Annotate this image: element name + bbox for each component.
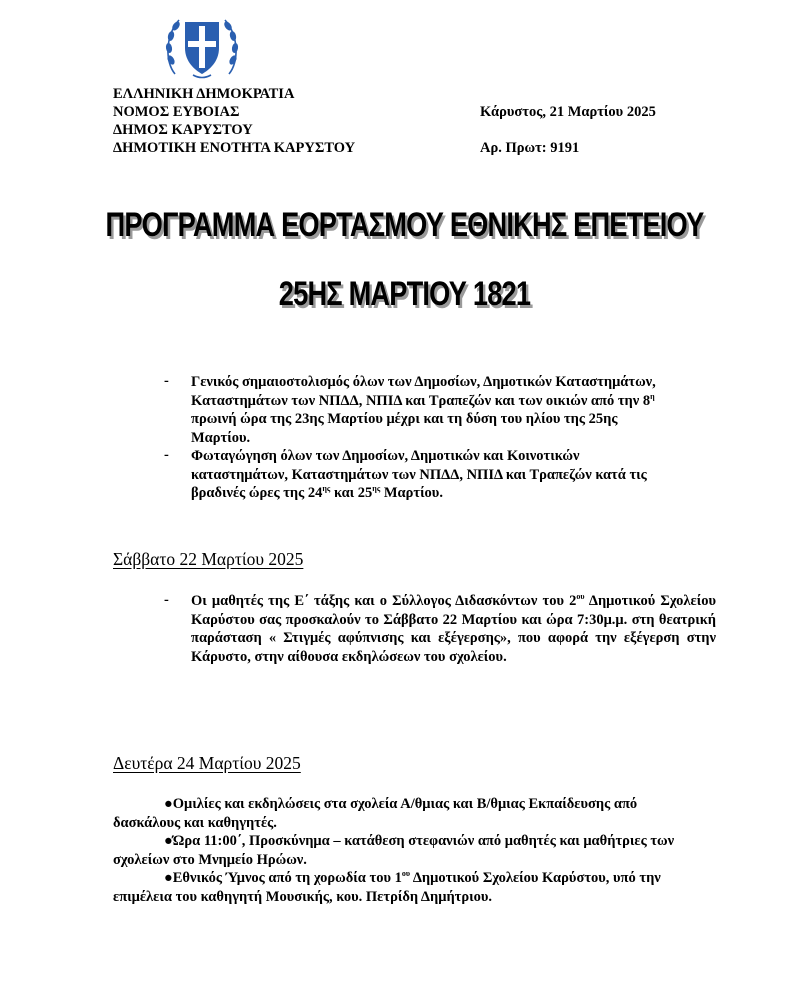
intro-item-lighting: Φωταγώγηση όλων των Δημοσίων, Δημοτικών και Κοινοτικών καταστημάτων, Καταστημάτων των ΝΠΔΔ, ΝΠΙΔ και Τραπεζών κατά τις βραδινές ώρες της $24^{\eta\varsigma}$ και $25^{\eta\varsigma}$ Μαρτίου. (191, 448, 647, 501)
header-prefecture: ΝΟΜΟΣ ΕΥΒΟΙΑΣ (113, 104, 240, 120)
coat-of-arms-icon (163, 14, 241, 80)
header-unit: ΔΗΜΟΤΙΚΗ ΕΝΟΤΗΤΑ ΚΑΡΥΣΤΟΥ (113, 140, 356, 156)
page-title-line-2: 25ΗΣ ΜΑΡΤΙΟΥ 1821 (278, 275, 531, 313)
page-title-line-1: ΠΡΟΓΡΑΜΜΑ ΕΟΡΤΑΣΜΟΥ ΕΘΝΙΚΗΣ ΕΠΕΤΕΙΟΥ (105, 206, 704, 244)
header-country: ΕΛΛΗΝΙΚΗ ΔΗΜΟΚΡΑΤΙΑ (113, 86, 295, 102)
monday-item-wreaths: ●Ώρα 11:00΄, Προσκύνημα – κατάθεση στεφανιών από μαθητές και μαθήτριες των σχολείων στο Μνημείο Ηρώων. (113, 833, 675, 868)
header-protocol: Αρ. Πρωτ: 9191 (480, 140, 580, 156)
saturday-event-text: Οι μαθητές της Ε΄ τάξης και ο Σύλλογος Διδασκόντων του $2^{o\upsilon}$ Δημοτικού Σχολείου Καρύστου σας προσκαλούν το Σάββατο 22 Μαρτίου και ώρα 7:30μ.μ. στη θεατρική παράσταση « Στιγμές αφύπνισης και εξέγερσης», που αφορά την εξέγερση στην Κάρυστο, στην αίθουσα εκδηλώσεων του σχολείου. (191, 592, 716, 665)
section-heading-monday: Δευτέρα 24 Μαρτίου 2025 (113, 753, 301, 773)
header-municipality: ΔΗΜΟΣ ΚΑΡΥΣΤΟΥ (113, 122, 253, 138)
section-heading-saturday: Σάββατο 22 Μαρτίου 2025 (113, 549, 304, 569)
bullet-dash: - (164, 373, 169, 389)
header-date: Κάρυστος, 21 Μαρτίου 2025 (480, 104, 656, 120)
intro-item-flags: Γενικός σημαιοστολισμός όλων των Δημοσίων, Δημοτικών Καταστημάτων, Καταστημάτων των ΝΠΔΔ, ΝΠΙΔ και Τραπεζών και των οικιών από την $8^\eta$ πρωινή ώρα της 23ης Μαρτίου μέχρι και τη δύση του ηλίου της 25ης Μαρτίου. (191, 374, 656, 446)
bullet-dash: - (164, 447, 169, 463)
monday-item-anthem: ●Εθνικός Ύμνος από τη χορωδία του $1^{o\upsilon}$ Δημοτικού Σχολείου Καρύστου, υπό την επιμέλεια του καθηγητή Μουσικής, κου. Πετρίδη Δημήτριου. (113, 869, 661, 905)
monday-item-speeches: ●Ομιλίες και εκδηλώσεις στα σχολεία Α/θμιας και Β/θμιας Εκπαίδευσης από δασκάλους και καθηγητές. (113, 796, 638, 831)
bullet-dash: - (164, 592, 169, 608)
